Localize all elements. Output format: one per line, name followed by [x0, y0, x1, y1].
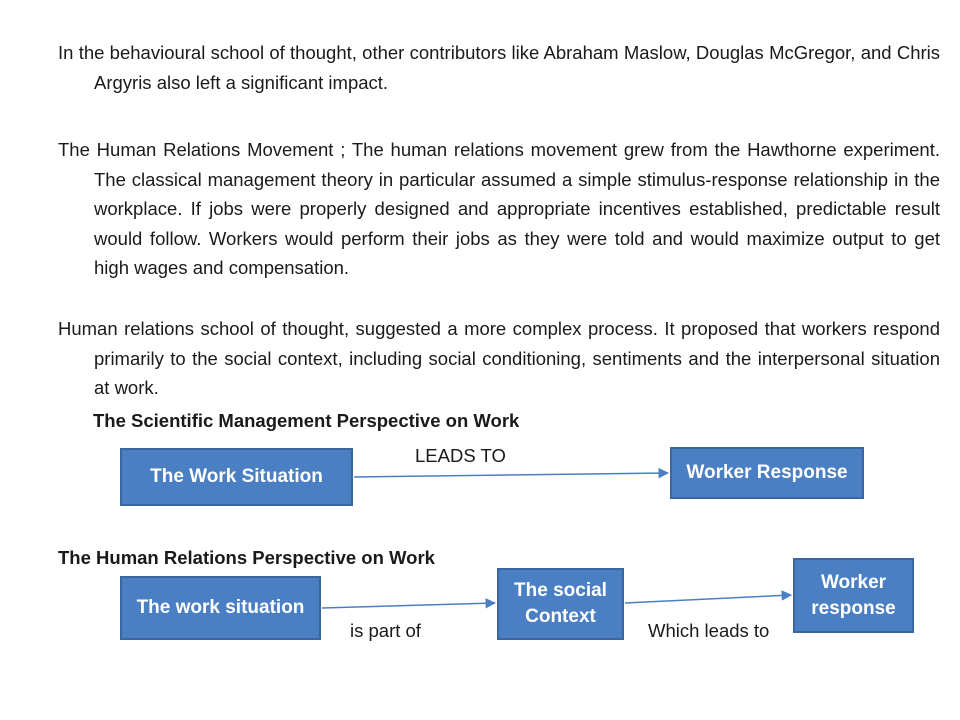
arrow-social-context-to-worker-response	[625, 595, 791, 603]
scientific-perspective-heading: The Scientific Management Perspective on Work	[93, 410, 520, 431]
box-scientific-worker-response: Worker Response	[670, 447, 864, 499]
box-hr-social-context: The social Context	[497, 568, 624, 640]
which-leads-to-label: Which leads to	[648, 620, 770, 641]
human-relations-perspective-heading: The Human Relations Perspective on Work	[58, 547, 435, 568]
arrow-work-situation-to-social-context	[322, 603, 495, 608]
leads-to-label: LEADS TO	[415, 445, 506, 466]
paragraph-human-relations-movement: The Human Relations Movement ; The human relations movement grew from the Hawthorne experiment. The classical management theory in particular assumed a simple stimulus-response relationship in the workplace. If jobs were properly designed and appropriate incentives established, predictable result would follow. Workers would perform their jobs as they were told and would maximize output to get high wages and compensation.	[58, 139, 940, 278]
box-scientific-work-situation: The Work Situation	[120, 448, 353, 506]
arrow-work-situation-to-worker-response	[354, 473, 668, 477]
paragraph-human-relations-school: Human relations school of thought, suggested a more complex process. It proposed that workers respond primarily to the social context, including social conditioning, sentiments and the interpersonal situation at work.	[58, 318, 940, 398]
paragraph-behavioural-contributors: In the behavioural school of thought, other contributors like Abraham Maslow, Douglas McGregor, and Chris Argyris also left a significant impact.	[58, 42, 940, 93]
box-hr-worker-response: Worker response	[793, 558, 914, 633]
is-part-of-label: is part of	[350, 620, 421, 641]
box-hr-work-situation: The work situation	[120, 576, 321, 640]
